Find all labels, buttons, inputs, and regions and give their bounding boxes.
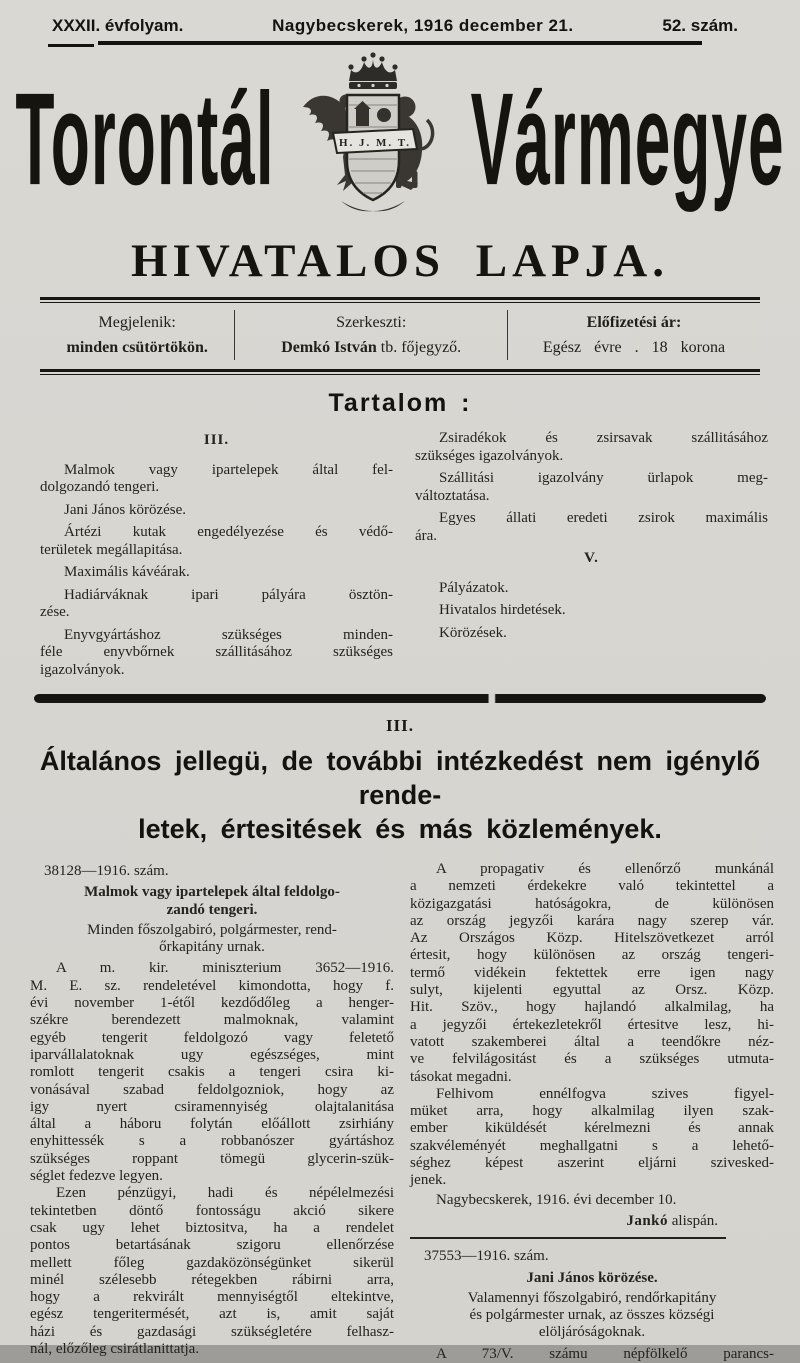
banner-ribbon (333, 129, 417, 153)
toc-item: Zsiradékok és zsirsavak szállitásához szükséges igazolványok. (415, 430, 768, 464)
headline-line-1: Általános jellegü, de további intézkedést nem igénylő rende- (39, 746, 761, 810)
article-number: 37553—1916. szám. (424, 1248, 549, 1265)
body-right-column (410, 861, 774, 1363)
toc-item: Körözések. (439, 624, 507, 641)
masthead (0, 52, 800, 226)
address-line: Valamennyi főszolgabiró, rendőrkapitány és polgármester urnak, az összes községi elöljáróságoknak. (467, 1289, 717, 1341)
paragraph: A 73/V. számu népfölkelő parancs- (436, 1345, 774, 1362)
address-line: Minden főszolgabiró, polgármester, rend- őrkapitány urnak. (87, 921, 337, 956)
editor-name: Demkó István (281, 339, 377, 356)
publish-label: Megjelenik: (98, 314, 176, 331)
toc-item: Pályázatok. (439, 579, 509, 596)
toc-heading: Tartalom : (328, 389, 472, 417)
issue-label: 52. szám. (662, 16, 738, 35)
dateline: Nagybecskerek, 1916. évi december 10. (436, 1191, 677, 1208)
paragraph: A propagativ és ellenőrző munkánál a nemzeti érdekekre való tekintettel a közigazgatási hatóságokra, de különösen az ország jegyzői karára nagy szerep vár. Az Országos Közp. Hitelszövetkezet arról értesit, hogy különösen az ország tengeri- termő vidékein fektettek erre igen nagy sulyt, kijelenti egyuttal az Orsz. Közp. Hit. Szöv., hogy hajlandó alkalmilag, ha a jegyzői értekezletekről értesitve lesz, hi- vatott szakemberei által a teendőkre néz- ve felvilágositást és a szükséges utmuta- tásokat megadni. (410, 861, 774, 1085)
county-coat-of-arms (283, 49, 463, 229)
crest-banner-text: H. J. M. T. (338, 137, 411, 149)
toc-item: Hivatalos hirdetések. (439, 602, 566, 618)
article-body (0, 846, 800, 1363)
table-of-contents (0, 418, 800, 688)
publication-info-bar (40, 303, 760, 369)
article-title: Jani János körözése. (526, 1269, 658, 1286)
headline-line-2: letek, értesitések és más közlemények. (138, 814, 662, 844)
toc-item: Hadiárváknak ipari pályára ösztön- zése. (40, 586, 393, 620)
toc-left-column (40, 430, 393, 684)
toc-item: Ártézi kutak engedélyezése és védő- területek megállapitása. (40, 524, 393, 558)
editor-label: Szerkeszti: (336, 314, 407, 331)
paragraph: A m. kir. miniszterium 3652—1916. M. E. sz. rendeletével kimondotta, hogy f. évi november 1-étől kezdődőleg a henger- székre berendezett malmoknak, valamint egyéb tengerit feldolgozó vagy feletető iparvállalatoknak ugy egészséges, mint romlott tengerit csakis a tengeri csira ki- vonásával szabad feldolgozniok, hogy az igy nyert csiramennyiség olajtalanitása által a háboru folytán előállott zsirhiány enyhittessék s a robbanószer gyártáshoz szükséges roppant tömegü glycerin-szük- séglet fedezve legyen. (30, 960, 394, 1185)
editor-value (235, 335, 507, 360)
price-label: Előfizetési ár: (586, 314, 682, 331)
header-rule (48, 41, 752, 50)
toc-right-column (415, 430, 768, 684)
publish-value: minden csütörtökön. (66, 339, 208, 356)
signature (410, 1213, 774, 1230)
page-subtitle: HIVATALOS LAPJA. (131, 235, 669, 287)
toc-item: Maximális kávéárak. (64, 564, 190, 580)
editor-title: tb. főjegyző. (376, 339, 462, 356)
toc-item: Szállitási igazolvány ürlapok meg- változtatása. (415, 470, 768, 504)
section-numeral: III. (385, 716, 415, 735)
masthead-title-right: Vármegye (470, 65, 785, 213)
header-rule-main (98, 41, 702, 45)
editor-info (234, 310, 508, 360)
signature-name: Jankó (626, 1212, 668, 1229)
header-rule-dash (48, 44, 94, 47)
divider-rule (410, 1237, 726, 1239)
crown-icon (348, 52, 397, 89)
signature-title: alispán. (668, 1212, 718, 1229)
toc-item: Malmok vagy ipartelepek által fel- dolgozandó tengeri. (40, 461, 393, 495)
dateline-label: Nagybecskerek, 1916 december 21. (272, 16, 574, 35)
toc-item: Enyvgyártáshoz szükséges minden- féle enyvbőrnek szállitásához szükséges igazolványok. (40, 626, 393, 678)
toc-item: Jani János körözése. (64, 501, 187, 518)
paragraph: Ezen pénzügyi, hadi és népélelmezési tekintetben döntő fontosságu akció sikere csak ugy lehet biztositva, ha a rendelet pontos betartásának szigoru ellenőrzése mellett főleg gazdaközönségünket sikerül minél szélesebb rétegekben rábirni arra, hogy a rekvirált mennyiségtől eltekintve, egész tengeritermését, azt is, amit saját házi és gazdasági szükségletére felhasz- nál, előzőleg csirátlanittatja. (30, 1185, 394, 1358)
article-number: 38128—1916. szám. (44, 863, 169, 879)
section-numeral: III. (203, 432, 230, 448)
top-header-bar (0, 0, 800, 36)
toc-item: Egyes állati eredeti zsirok maximális ára. (415, 510, 768, 544)
masthead-title-left: Torontál (15, 65, 275, 213)
paragraph: Felhivom ennélfogva szives figyel- müket arra, hogy alkalmilag ilyen szak- ember kiküldését kérelmezni és annak szakvéleményét meghallgatni s a lehető- séghez képest aszerint eljárni szivesked- jenek. (410, 1085, 774, 1189)
price-info (508, 310, 760, 360)
section-headline (0, 744, 800, 846)
double-rule-bottom (40, 369, 760, 375)
section-numeral: V. (584, 550, 599, 566)
section-divider-bar (34, 694, 766, 703)
volume-label: XXXII. évfolyam. (52, 16, 184, 35)
body-left-column (30, 861, 394, 1363)
article-title: Malmok vagy ipartelepek által feldolgo- zandó tengeri. (84, 884, 340, 918)
price-value: Egész évre . 18 korona (542, 339, 726, 356)
publish-info (40, 310, 234, 360)
